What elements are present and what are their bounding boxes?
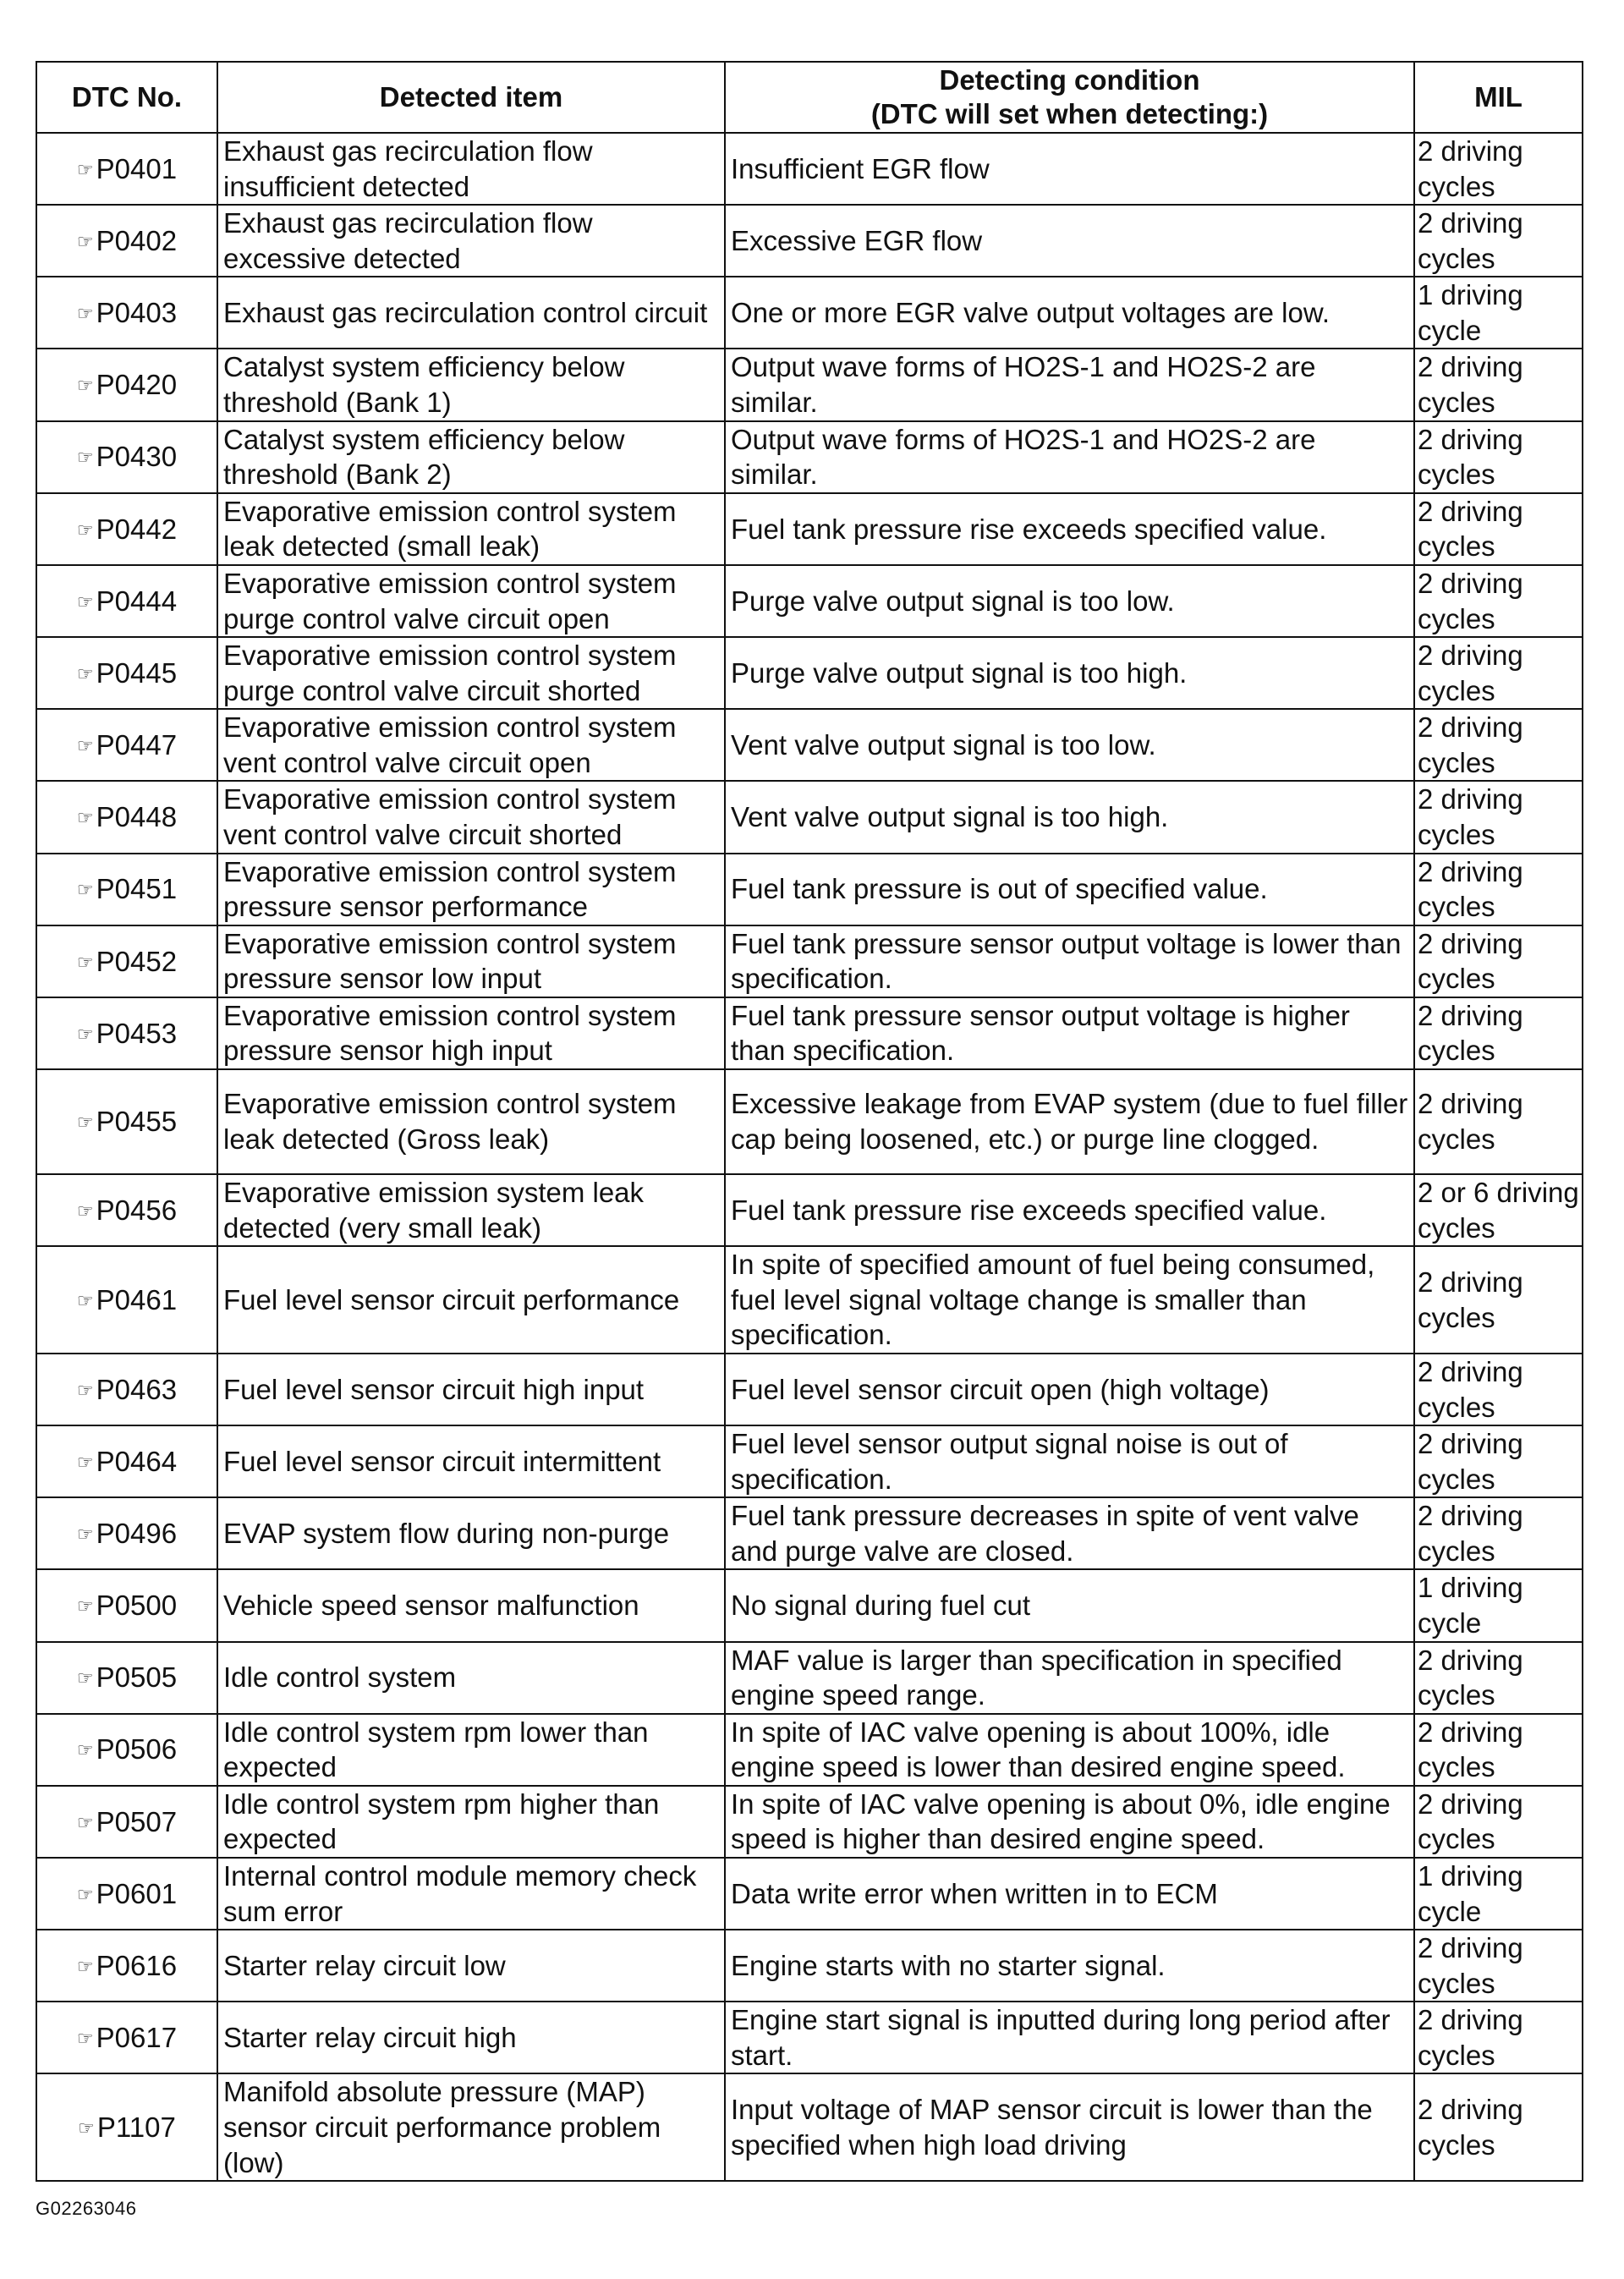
detecting-condition-cell: One or more EGR valve output voltages are low.: [725, 277, 1414, 349]
pointing-hand-icon: ☞: [76, 1955, 94, 1977]
dtc-code: P0617: [96, 2022, 178, 2054]
detected-item-cell: Catalyst system efficiency below threshold (Bank 1): [217, 349, 725, 420]
dtc-code-cell: [36, 2002, 217, 2073]
dtc-code: P0445: [96, 656, 178, 689]
mil-cell: 2 driving cycles: [1414, 349, 1583, 420]
dtc-code-cell: [36, 1858, 217, 1930]
dtc-code: P0452: [96, 945, 178, 977]
table-row: [36, 1069, 1583, 1174]
mil-cell: 2 driving cycles: [1414, 1246, 1583, 1354]
detected-item-cell: Catalyst system efficiency below threshold (Bank 2): [217, 421, 725, 493]
dtc-code-cell: [36, 925, 217, 997]
table-row: [36, 1354, 1583, 1425]
mil-cell: 2 driving cycles: [1414, 925, 1583, 997]
mil-cell: 2 driving cycles: [1414, 854, 1583, 925]
pointing-hand-icon: ☞: [76, 375, 94, 397]
detected-item-cell: Fuel level sensor circuit high input: [217, 1354, 725, 1425]
mil-cell: 2 driving cycles: [1414, 2073, 1583, 2181]
detected-item-cell: Evaporative emission system leak detected (very small leak): [217, 1174, 725, 1246]
mil-cell: 2 or 6 driving cycles: [1414, 1174, 1583, 1246]
mil-cell: 2 driving cycles: [1414, 493, 1583, 565]
dtc-code-cell: [36, 1425, 217, 1497]
table-row: [36, 781, 1583, 853]
header-dtc-no: DTC No.: [36, 62, 217, 133]
mil-cell: 2 driving cycles: [1414, 2002, 1583, 2073]
pointing-hand-icon: ☞: [76, 303, 94, 325]
table-row: [36, 854, 1583, 925]
table-row: [36, 1786, 1583, 1858]
mil-cell: 2 driving cycles: [1414, 637, 1583, 709]
mil-cell: 2 driving cycles: [1414, 1354, 1583, 1425]
detected-item-cell: Idle control system rpm lower than expected: [217, 1714, 725, 1786]
dtc-code: P0505: [96, 1661, 178, 1694]
mil-cell: 2 driving cycles: [1414, 205, 1583, 277]
mil-cell: 2 driving cycles: [1414, 565, 1583, 637]
pointing-hand-icon: ☞: [76, 230, 94, 252]
table-row: [36, 493, 1583, 565]
dtc-code: P0500: [96, 1590, 178, 1622]
pointing-hand-icon: ☞: [76, 1524, 94, 1546]
pointing-hand-icon: ☞: [76, 1023, 94, 1045]
dtc-table: [36, 61, 1583, 2182]
table-row: [36, 1642, 1583, 1714]
detecting-condition-cell: Purge valve output signal is too low.: [725, 565, 1414, 637]
detected-item-cell: Idle control system rpm higher than expected: [217, 1786, 725, 1858]
detected-item-cell: Exhaust gas recirculation flow insufficient detected: [217, 133, 725, 205]
detecting-condition-cell: Fuel tank pressure decreases in spite of vent valve and purge valve are closed.: [725, 1497, 1414, 1569]
pointing-hand-icon: ☞: [76, 1451, 94, 1473]
detecting-condition-cell: In spite of IAC valve opening is about 0%, idle engine speed is higher than desired engine speed.: [725, 1786, 1414, 1858]
detecting-condition-cell: Fuel level sensor output signal noise is out of specification.: [725, 1425, 1414, 1497]
mil-cell: 2 driving cycles: [1414, 709, 1583, 781]
dtc-code-cell: [36, 1069, 217, 1174]
dtc-code: P0464: [96, 1445, 178, 1477]
pointing-hand-icon: ☞: [76, 662, 94, 684]
dtc-code: P0496: [96, 1518, 178, 1550]
pointing-hand-icon: ☞: [76, 1595, 94, 1617]
table-row: [36, 1174, 1583, 1246]
detecting-condition-cell: Fuel tank pressure sensor output voltage is higher than specification.: [725, 997, 1414, 1069]
pointing-hand-icon: ☞: [76, 1112, 94, 1134]
dtc-code: P0507: [96, 1805, 178, 1837]
dtc-table-body: [36, 133, 1583, 2181]
detected-item-cell: Exhaust gas recirculation flow excessive detected: [217, 205, 725, 277]
pointing-hand-icon: ☞: [76, 158, 94, 180]
detected-item-cell: EVAP system flow during non-purge: [217, 1497, 725, 1569]
detecting-condition-cell: In spite of IAC valve opening is about 100%, idle engine speed is lower than desired engine speed.: [725, 1714, 1414, 1786]
detecting-condition-cell: Engine start signal is inputted during long period after start.: [725, 2002, 1414, 2073]
table-row: [36, 997, 1583, 1069]
detecting-condition-cell: Fuel tank pressure is out of specified value.: [725, 854, 1414, 925]
detected-item-cell: Evaporative emission control system purge control valve circuit open: [217, 565, 725, 637]
dtc-code-cell: [36, 1497, 217, 1569]
detected-item-cell: Evaporative emission control system pressure sensor high input: [217, 997, 725, 1069]
dtc-code-cell: [36, 1174, 217, 1246]
dtc-code: P0444: [96, 585, 178, 617]
dtc-code: P1107: [96, 2112, 176, 2144]
dtc-code: P0616: [96, 1949, 178, 1981]
dtc-code-cell: [36, 205, 217, 277]
table-row: [36, 277, 1583, 349]
dtc-code: P0463: [96, 1373, 178, 1405]
mil-cell: 2 driving cycles: [1414, 1930, 1583, 2002]
dtc-code-cell: [36, 493, 217, 565]
table-row: [36, 1714, 1583, 1786]
detected-item-cell: Starter relay circuit high: [217, 2002, 725, 2073]
detected-item-cell: Starter relay circuit low: [217, 1930, 725, 2002]
dtc-code: P0506: [96, 1733, 178, 1766]
detected-item-cell: Evaporative emission control system vent control valve circuit shorted: [217, 781, 725, 853]
detecting-condition-cell: Excessive leakage from EVAP system (due to fuel filler cap being loosened, etc.) or purge line clogged.: [725, 1069, 1414, 1174]
dtc-code-cell: [36, 1786, 217, 1858]
table-row: [36, 1246, 1583, 1354]
header-mil: MIL: [1414, 62, 1583, 133]
detected-item-cell: Internal control module memory check sum error: [217, 1858, 725, 1930]
dtc-code: P0402: [96, 224, 178, 256]
dtc-code-cell: [36, 997, 217, 1069]
detected-item-cell: Evaporative emission control system pressure sensor performance: [217, 854, 725, 925]
detected-item-cell: Evaporative emission control system vent control valve circuit open: [217, 709, 725, 781]
detected-item-cell: Exhaust gas recirculation control circuit: [217, 277, 725, 349]
table-row: [36, 1930, 1583, 2002]
pointing-hand-icon: ☞: [76, 1811, 94, 1833]
header-detecting-condition-line2: (DTC will set when detecting:): [870, 98, 1269, 129]
figure-id: G02263046: [36, 2198, 137, 2219]
detecting-condition-cell: Output wave forms of HO2S-1 and HO2S-2 are similar.: [725, 421, 1414, 493]
pointing-hand-icon: ☞: [76, 519, 94, 541]
dtc-code-cell: [36, 565, 217, 637]
dtc-code: P0442: [96, 513, 178, 545]
table-row: [36, 565, 1583, 637]
dtc-code-cell: [36, 1569, 217, 1641]
dtc-code-cell: [36, 349, 217, 420]
mil-cell: 2 driving cycles: [1414, 1786, 1583, 1858]
table-row: [36, 1425, 1583, 1497]
detecting-condition-cell: MAF value is larger than specification in specified engine speed range.: [725, 1642, 1414, 1714]
detecting-condition-cell: Input voltage of MAP sensor circuit is lower than the specified when high load driving: [725, 2073, 1414, 2181]
mil-cell: 2 driving cycles: [1414, 997, 1583, 1069]
mil-cell: 2 driving cycles: [1414, 133, 1583, 205]
dtc-code: P0420: [96, 369, 178, 401]
dtc-code-cell: [36, 1642, 217, 1714]
dtc-code-cell: [36, 133, 217, 205]
dtc-code: P0601: [96, 1877, 178, 1909]
pointing-hand-icon: ☞: [76, 2028, 94, 2050]
table-row: [36, 1858, 1583, 1930]
dtc-code-cell: [36, 277, 217, 349]
dtc-code: P0403: [96, 297, 178, 329]
pointing-hand-icon: ☞: [76, 1667, 94, 1689]
detecting-condition-cell: Fuel tank pressure rise exceeds specified value.: [725, 1174, 1414, 1246]
dtc-code-cell: [36, 1714, 217, 1786]
header-detecting-condition: [725, 62, 1414, 133]
mil-cell: 2 driving cycles: [1414, 1497, 1583, 1569]
detecting-condition-cell: Data write error when written in to ECM: [725, 1858, 1414, 1930]
dtc-code-cell: [36, 421, 217, 493]
detected-item-cell: Fuel level sensor circuit intermittent: [217, 1425, 725, 1497]
dtc-code-cell: [36, 854, 217, 925]
detecting-condition-cell: In spite of specified amount of fuel being consumed, fuel level signal voltage change is smaller than specification.: [725, 1246, 1414, 1354]
detected-item-cell: Evaporative emission control system pressure sensor low input: [217, 925, 725, 997]
dtc-code-cell: [36, 1246, 217, 1354]
detected-item-cell: Evaporative emission control system leak detected (Gross leak): [217, 1069, 725, 1174]
dtc-code: P0448: [96, 801, 178, 833]
pointing-hand-icon: ☞: [76, 447, 94, 469]
dtc-code: P0455: [96, 1106, 178, 1138]
pointing-hand-icon: ☞: [76, 1200, 94, 1222]
table-row: [36, 133, 1583, 205]
pointing-hand-icon: ☞: [76, 1883, 94, 1905]
table-row: [36, 205, 1583, 277]
pointing-hand-icon: ☞: [78, 2117, 95, 2139]
detected-item-cell: Evaporative emission control system purge control valve circuit shorted: [217, 637, 725, 709]
dtc-code-cell: [36, 2073, 217, 2181]
detecting-condition-cell: Excessive EGR flow: [725, 205, 1414, 277]
mil-cell: 2 driving cycles: [1414, 1714, 1583, 1786]
mil-cell: 1 driving cycle: [1414, 277, 1583, 349]
table-header-row: [36, 62, 1583, 133]
table-row: [36, 2073, 1583, 2181]
mil-cell: 2 driving cycles: [1414, 1425, 1583, 1497]
table-row: [36, 925, 1583, 997]
table-row: [36, 349, 1583, 420]
pointing-hand-icon: ☞: [76, 735, 94, 757]
dtc-code: P0461: [96, 1283, 178, 1315]
pointing-hand-icon: ☞: [76, 590, 94, 612]
dtc-code: P0430: [96, 441, 178, 473]
pointing-hand-icon: ☞: [76, 1289, 94, 1311]
mil-cell: 1 driving cycle: [1414, 1569, 1583, 1641]
dtc-code-cell: [36, 637, 217, 709]
table-row: [36, 2002, 1583, 2073]
detected-item-cell: Evaporative emission control system leak detected (small leak): [217, 493, 725, 565]
detecting-condition-cell: Vent valve output signal is too high.: [725, 781, 1414, 853]
table-row: [36, 1497, 1583, 1569]
pointing-hand-icon: ☞: [76, 1379, 94, 1401]
detected-item-cell: Idle control system: [217, 1642, 725, 1714]
detecting-condition-cell: Vent valve output signal is too low.: [725, 709, 1414, 781]
header-detecting-condition-line1: Detecting condition: [939, 63, 1200, 96]
detecting-condition-cell: No signal during fuel cut: [725, 1569, 1414, 1641]
mil-cell: 2 driving cycles: [1414, 1069, 1583, 1174]
dtc-code: P0401: [96, 152, 178, 184]
dtc-code: P0456: [96, 1194, 178, 1226]
detecting-condition-cell: Purge valve output signal is too high.: [725, 637, 1414, 709]
table-row: [36, 1569, 1583, 1641]
dtc-code: P0451: [96, 873, 178, 905]
detecting-condition-cell: Output wave forms of HO2S-1 and HO2S-2 are similar.: [725, 349, 1414, 420]
detected-item-cell: Fuel level sensor circuit performance: [217, 1246, 725, 1354]
pointing-hand-icon: ☞: [76, 807, 94, 829]
mil-cell: 1 driving cycle: [1414, 1858, 1583, 1930]
detecting-condition-cell: Fuel level sensor circuit open (high voltage): [725, 1354, 1414, 1425]
dtc-code: P0447: [96, 729, 178, 761]
detecting-condition-cell: Engine starts with no starter signal.: [725, 1930, 1414, 2002]
detecting-condition-cell: Insufficient EGR flow: [725, 133, 1414, 205]
pointing-hand-icon: ☞: [76, 879, 94, 901]
dtc-code-cell: [36, 781, 217, 853]
dtc-code-cell: [36, 1354, 217, 1425]
mil-cell: 2 driving cycles: [1414, 1642, 1583, 1714]
dtc-code: P0453: [96, 1017, 178, 1049]
table-row: [36, 421, 1583, 493]
detecting-condition-cell: Fuel tank pressure sensor output voltage is lower than specification.: [725, 925, 1414, 997]
detected-item-cell: Manifold absolute pressure (MAP) sensor circuit performance problem (low): [217, 2073, 725, 2181]
header-detected-item: Detected item: [217, 62, 725, 133]
dtc-code-cell: [36, 1930, 217, 2002]
mil-cell: 2 driving cycles: [1414, 781, 1583, 853]
table-row: [36, 637, 1583, 709]
detecting-condition-cell: Fuel tank pressure rise exceeds specified value.: [725, 493, 1414, 565]
detected-item-cell: Vehicle speed sensor malfunction: [217, 1569, 725, 1641]
mil-cell: 2 driving cycles: [1414, 421, 1583, 493]
dtc-code-cell: [36, 709, 217, 781]
pointing-hand-icon: ☞: [76, 1739, 94, 1761]
table-row: [36, 709, 1583, 781]
pointing-hand-icon: ☞: [76, 951, 94, 973]
